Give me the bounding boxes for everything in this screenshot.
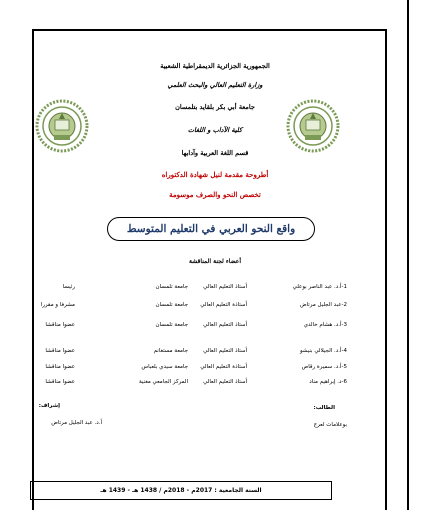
supervisor-name: أ.د. عبد الجليل مرتاض xyxy=(51,420,102,426)
jury-rank: أستاذة التعليم العالي xyxy=(200,364,247,370)
jury-role: مشرفا و مقررا xyxy=(40,302,75,308)
jury-name: 5-أ.د. سميرة رقاص xyxy=(301,364,347,370)
student-name: بوعلامات لعرج xyxy=(313,422,347,428)
jury-role: عضوا مناقشا xyxy=(45,379,75,385)
jury-row xyxy=(0,379,430,391)
header-department: قسم اللغة العربية وآدابها xyxy=(181,149,249,157)
thesis-specialty: تخصص النحو والصرف موسومة xyxy=(169,190,261,199)
thesis-title: واقع النحو العربي في التعليم المتوسط xyxy=(126,223,296,235)
jury-rank: أستاذة التعليم العالي xyxy=(200,302,247,308)
jury-role: عضوا مناقشا xyxy=(45,364,75,370)
jury-role: عضوا مناقشا xyxy=(45,348,75,354)
jury-name: 6-د. إبراهيم مناد xyxy=(309,379,347,385)
header-faculty: كلية الآداب و اللغات xyxy=(187,126,243,134)
jury-rank: أستاذ التعليم العالي xyxy=(203,348,247,354)
jury-row xyxy=(0,284,430,296)
jury-university: جامعة تلمسان xyxy=(155,284,188,290)
supervisor-label: إشراف: xyxy=(38,403,60,409)
jury-row xyxy=(0,302,430,314)
jury-role: عضوا مناقشا xyxy=(45,322,75,328)
jury-name: 1-أ.د. عبد الناصر بوعلي xyxy=(292,284,347,290)
jury-rank: أستاذ التعليم العالي xyxy=(203,322,247,328)
jury-row xyxy=(0,348,430,360)
jury-name: 2-عبد الجليل مرتاض xyxy=(299,302,347,308)
academic-year-box xyxy=(30,481,332,500)
jury-university: جامعة مستغانم xyxy=(153,348,188,354)
jury-row xyxy=(0,322,430,334)
jury-name: 3-أ.د. هشام خالدي xyxy=(303,322,347,328)
jury-university: جامعة سيدي بلعباس xyxy=(141,364,188,370)
jury-university: المركز الجامعي مغنية xyxy=(138,379,188,385)
jury-row xyxy=(0,364,430,376)
header-university: جامعة أبي بكر بلقايد بتلمسان xyxy=(175,103,255,111)
jury-rank: أستاذ التعليم العالي xyxy=(203,379,247,385)
page-edge xyxy=(407,0,409,510)
jury-heading: أعضاء لجنة المناقشة xyxy=(188,258,242,265)
header-ministry: وزارة التعليم العالي والبحث العلمي xyxy=(167,81,263,89)
jury-role: رئيسا xyxy=(62,284,75,290)
jury-university: جامعة تلمسان xyxy=(155,302,188,308)
jury-rank: أستاذ التعليم العالي xyxy=(203,284,247,290)
jury-name: 4-أ.د. الجيلالي بنيشو xyxy=(299,348,347,354)
thesis-title-box xyxy=(107,217,315,241)
academic-year: السنة الجامعية : 2017م - 2018م / 1438 هـ - 1439 هـ xyxy=(100,487,262,494)
header-republic: الجمهورية الجزائرية الديمقراطية الشعبية xyxy=(160,62,270,70)
thesis-purpose: أطروحة مقدمة لنيل شهادة الدكتوراه xyxy=(161,170,269,179)
student-label: الطالب: xyxy=(313,405,335,411)
jury-university: جامعة تلمسان xyxy=(155,322,188,328)
